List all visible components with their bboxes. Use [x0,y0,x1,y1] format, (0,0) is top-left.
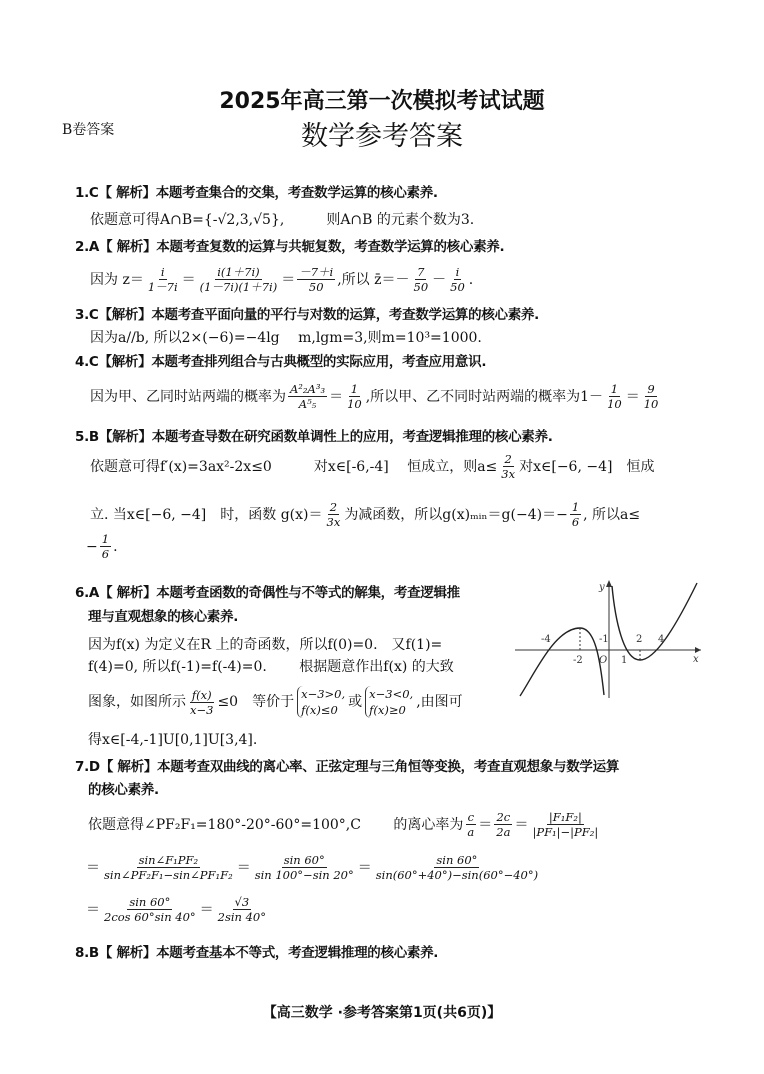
numerator: 9 [647,382,655,396]
fraction [345,382,364,411]
numerator: 2 [504,452,512,466]
system-row: f(x)≤0 [301,703,338,717]
text: ＝ [357,859,372,876]
answer-title: 数学参考答案 [301,121,463,152]
denominator: (1－7i)(1＋7i) [199,280,278,294]
text: 3.C【解析】本题考查平面向量的平行与对数的运算，考查数学运算的核心素养. [75,307,539,323]
fraction [325,500,343,529]
curve-right-branch [612,583,697,660]
q1-header [75,184,438,202]
fraction [102,853,235,882]
q2-header [75,238,504,256]
fraction [494,810,512,839]
text: 的核心素养. [88,782,159,798]
tick-label: -4 [541,634,551,645]
text: 或 [348,694,363,710]
q3-header [75,306,539,324]
text: 理与直观想象的核心素养. [88,609,239,625]
fraction [642,382,661,411]
q6-solution-2 [88,658,454,676]
numerator: 1 [101,532,110,546]
text: 1.C【 解析】本题考查集合的交集，考查数学运算的核心素养. [75,185,438,201]
numerator: 2c [496,810,511,824]
numerator: sin 60° [283,853,325,867]
q5-header [75,428,553,446]
fraction [570,500,581,529]
q3-solution [90,329,482,347]
text: ＝ [236,859,251,876]
x-axis-arrow-icon [695,647,701,653]
text: . [113,538,118,555]
fraction [499,452,517,481]
text: 因为a//b, 所以2×(−6)=−4lg m,lgm=3,则m=10³=1000. [90,330,482,346]
text: 8.B【 解析】本题考查基本不等式，考查逻辑推理的核心素养. [75,945,439,961]
exam-title: 2025年高三第一次模拟考试试题 [219,89,545,114]
numerator: －7＋i [299,265,334,279]
denominator: sin(60°+40°)−sin(60°−40°) [375,868,539,882]
x-axis-label: x [693,654,699,665]
denominator: 50 [308,280,324,294]
numerator: sin 60° [436,853,478,867]
denominator: 10 [607,397,622,411]
q2-solution [90,265,473,294]
numerator: √3 [234,895,250,909]
denominator: 50 [413,280,429,294]
q7-header [75,758,619,776]
denominator: |PF₁|−|PF₂| [532,825,599,839]
fraction [198,265,280,294]
denominator: 1－7i [147,280,178,294]
q6-solution-1 [88,636,442,654]
fraction [100,532,111,561]
numerator: i(1＋7i) [217,265,260,279]
y-axis-arrow-icon [606,580,612,587]
text: 依题意可得f′(x)=3ax²-2x≤0 对x∈[-6,-4] 恒成立，则a≤ [90,458,498,475]
fraction [102,895,198,924]
curve-left-branch [520,628,604,696]
text: ＝ [514,816,529,833]
denominator: 10 [643,397,659,411]
text: ＝ [478,816,493,833]
text: 图象，如图所示 [88,694,186,710]
text: 因为f(x) 为定义在R 上的奇函数，所以f(0)=0. 又f(1)= [88,637,443,653]
numerator: |F₁F₂| [548,810,582,824]
fraction [146,265,180,294]
text: 7.D【 解析】本题考查双曲线的离心率、正弦定理与三角恒等变换，考查直观想象与数学运算 [75,759,620,775]
denominator: 2a [496,825,511,839]
text: f(4)=0, 所以f(-1)=f(-4)=0. 根据题意作出f(x) 的大致 [88,659,454,675]
text: 因为 z＝ [90,271,144,288]
q5-solution-2 [90,500,640,529]
numerator: i [455,265,460,279]
tick-label: -1 [599,634,609,645]
tick-label: 2 [636,634,643,645]
denominator: sin∠PF₂F₁−sin∠PF₁F₂ [104,868,233,882]
q7-solution-1 [88,810,602,839]
denominator: 50 [450,280,465,294]
text: 6.A【 解析】本题考查函数的奇偶性与不等式的解集，考查逻辑推 [75,585,460,601]
text: − [86,538,98,555]
text: 依题意得∠PF₂F₁=180°-20°-60°=100°,C 的离心率为 [88,816,464,833]
equation-system [297,686,345,718]
fraction [374,853,540,882]
text: 4.C【解析】本题考查排列组合与古典概型的实际应用，考查应用意识. [75,354,487,370]
q5-solution-3 [86,532,118,561]
q1-solution [90,211,474,229]
fraction [448,265,467,294]
q6-solution-3 [88,686,463,718]
system-row: x−3<0, [369,687,414,701]
text: 立. 当x∈[−6, −4] 时，函数 g(x)＝ [90,506,323,523]
q8-header [75,944,438,962]
q7-solution-2 [86,853,542,882]
text: ＝ [86,859,100,876]
numerator: f(x) [191,687,212,702]
text: ＝ [86,901,100,918]
q5-solution-1 [90,452,654,481]
text: ＝ [199,901,214,918]
q7-header-2 [88,781,159,799]
q6-solution-4 [88,731,257,749]
system-row: f(x)≥0 [369,703,406,717]
q4-header [75,353,486,371]
text: . [468,271,474,288]
text: 得x∈[-4,-1]U[0,1]U[3,4]. [88,732,258,748]
origin-label: O [599,655,608,666]
fraction [530,810,600,839]
page-footer: 【高三数学 ·参考答案第1页(共6页)】 [262,1005,502,1021]
tick-label: -2 [573,655,583,666]
numerator: sin∠F₁PF₂ [138,853,199,867]
text: ＝ [281,271,296,288]
text: 依题意可得A∩B={-√2,3,√5}, 则A∩B 的元素个数为3. [90,212,475,228]
numerator: 1 [571,500,580,514]
text: ,所以甲、乙不同时站两端的概率为1－ [365,388,604,405]
denominator: a [467,825,475,839]
tick-label: 1 [621,655,628,666]
q6-header-2 [88,608,238,626]
function-graph [515,578,705,700]
fraction [465,810,476,839]
text: 对x∈[−6, −4] 恒成 [519,458,655,475]
denominator: 6 [571,515,580,529]
text: ≤0 等价于 [217,694,295,710]
text: ＝ [329,388,344,405]
fraction [253,853,356,882]
numerator: 1 [610,382,619,396]
tick-label: 4 [658,634,665,645]
numerator: 1 [350,382,359,396]
fraction [412,265,431,294]
text: 为减函数，所以g(x)ₘᵢₙ＝g(−4)＝− [344,506,568,523]
q6-header [75,584,460,602]
denominator: 10 [347,397,362,411]
fraction [188,688,215,717]
text: 5.B【解析】本题考查导数在研究函数单调性上的应用，考查逻辑推理的核心素养. [75,429,553,445]
numerator: sin 60° [129,895,171,909]
q7-solution-3 [86,895,270,924]
denominator: sin 100°−sin 20° [254,868,354,882]
text: 因为甲、乙同时站两端的概率为 [90,388,286,405]
text: 2.A【 解析】本题考查复数的运算与共轭复数，考查数学运算的核心素养. [75,239,505,255]
y-axis-label: y [599,582,605,593]
denominator: A⁵₅ [298,397,317,411]
denominator: x−3 [190,702,214,717]
text: ,所以 z̄＝－ [337,271,410,288]
paper-label: B卷答案 [62,122,115,138]
numerator: 7 [417,265,425,279]
text: ,由图可 [416,694,463,710]
numerator: c [467,810,475,824]
numerator: i [160,265,165,279]
fraction [297,265,335,294]
denominator: 2sin 40° [217,910,266,924]
text: ＝ [625,388,640,405]
equation-system [365,686,413,718]
fraction [288,382,327,411]
text: , 所以a≤ [583,506,641,523]
numerator: 2 [329,500,338,514]
numerator: A²₂A³₃ [290,382,326,396]
q4-solution [90,382,662,411]
text: － [432,271,447,288]
fraction [605,382,624,411]
system-row: x−3>0, [301,687,346,701]
text: ＝ [181,271,196,288]
denominator: 6 [101,547,110,561]
denominator: 3x [326,515,341,529]
fraction [216,895,268,924]
denominator: 2cos 60°sin 40° [104,910,196,924]
denominator: 3x [501,467,516,481]
